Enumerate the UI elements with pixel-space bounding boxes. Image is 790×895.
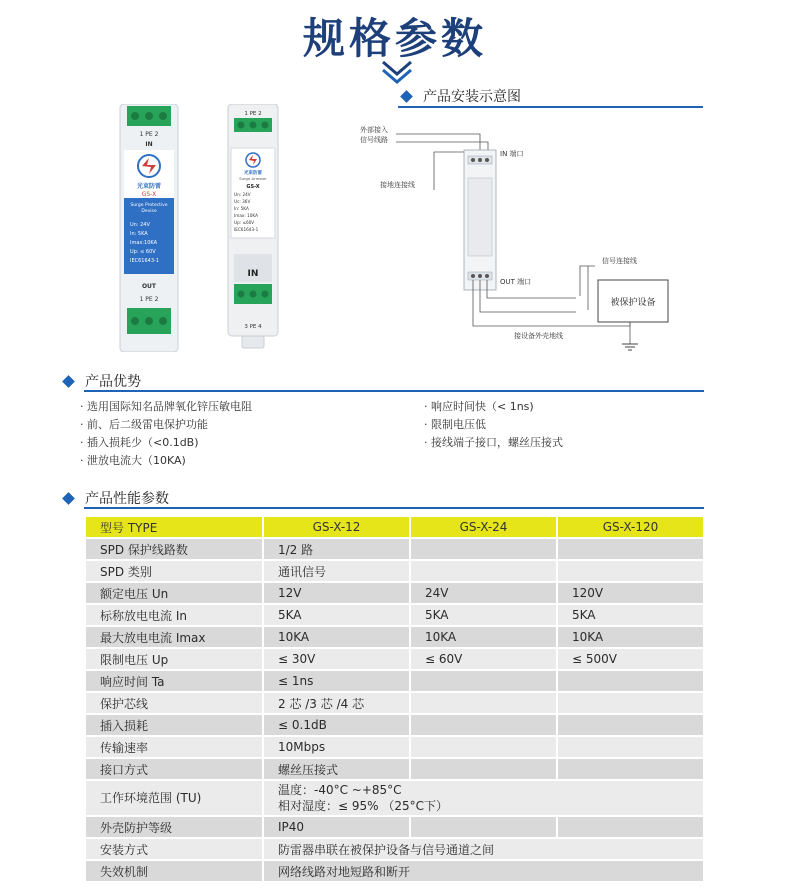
cell-value: 防雷器串联在被保护设备与信号通道之间 <box>263 838 704 860</box>
row-label: SPD 保护线路数 <box>85 538 263 560</box>
cell-value: 10KA <box>410 626 557 648</box>
cell-value <box>557 816 704 838</box>
cell-value: 12V <box>263 582 410 604</box>
row-label: 最大放电电流 Imax <box>85 626 263 648</box>
label-protected-device: 被保护设备 <box>610 298 656 308</box>
column-header: GS-X-12 <box>263 516 410 538</box>
cell-value <box>410 692 557 714</box>
cell-value: ≤ 1ns <box>263 670 410 692</box>
cell-value: 5KA <box>410 604 557 626</box>
performance-divider <box>84 507 704 509</box>
diamond-icon <box>62 492 75 505</box>
side-in-label: IN <box>247 269 259 279</box>
side-brand: 光束防雷 <box>244 171 262 176</box>
front-terminal-top: 1 PE 2 <box>139 131 159 138</box>
advantage-item: · 前、后二级雷电保护功能 <box>80 418 208 431</box>
device-side-image <box>226 104 280 354</box>
cell-value <box>410 538 557 560</box>
advantages-left-list <box>80 398 252 470</box>
cell-value: 120V <box>557 582 704 604</box>
cell-value: 螺丝压接式 <box>263 758 410 780</box>
front-spec-4: Up: ≤ 60V <box>130 249 156 255</box>
cell-value <box>557 692 704 714</box>
side-spec-3: In: 5KA <box>234 206 249 211</box>
cell-value: 10KA <box>557 626 704 648</box>
front-spec-2: In: 5KA <box>130 231 148 237</box>
row-label: 失效机制 <box>85 860 263 882</box>
chevron-down-icon <box>380 58 414 84</box>
front-desc-2: Devise <box>141 209 157 214</box>
row-label: 安装方式 <box>85 838 263 860</box>
front-brand: 光束防雷 <box>136 183 162 190</box>
row-label: 接口方式 <box>85 758 263 780</box>
front-out-label: OUT <box>141 283 157 290</box>
cell-value: ≤ 0.1dB <box>263 714 410 736</box>
row-label: SPD 类别 <box>85 560 263 582</box>
cell-value <box>410 714 557 736</box>
front-spec-5: IEC61643-1 <box>130 258 160 264</box>
cell-value: 1/2 路 <box>263 538 410 560</box>
row-label: 工作环境范围 (TU) <box>85 780 263 816</box>
spec-table <box>84 515 705 883</box>
advantage-item: · 响应时间快（< 1ns) <box>424 400 534 413</box>
cell-value: 通讯信号 <box>263 560 410 582</box>
front-terminal-bottom: 1 PE 2 <box>139 296 159 303</box>
label-external-access-1: 外部接入 <box>360 126 388 134</box>
table-row <box>85 582 704 604</box>
side-spec-5: Up: ≤60V <box>234 220 255 225</box>
row-label: 标称放电电流 In <box>85 604 263 626</box>
table-row <box>85 838 704 860</box>
label-signal-wire: 信号连接线 <box>602 257 637 265</box>
cell-value <box>557 758 704 780</box>
cell-value: 网络线路对地短路和断开 <box>263 860 704 882</box>
cell-value <box>410 758 557 780</box>
table-row <box>85 648 704 670</box>
table-row <box>85 758 704 780</box>
cell-value <box>557 736 704 758</box>
label-ground-wire: 接地连接线 <box>380 181 415 189</box>
front-spec-1: Un: 24V <box>130 222 150 228</box>
row-label: 额定电压 Un <box>85 582 263 604</box>
spec-header-row <box>85 516 704 538</box>
table-row <box>85 670 704 692</box>
install-heading-label: 产品安装示意图 <box>423 89 521 105</box>
cell-value: 10Mbps <box>263 736 410 758</box>
side-spec-2: Uc: 36V <box>234 199 251 204</box>
table-row <box>85 736 704 758</box>
cell-value: ≤ 30V <box>263 648 410 670</box>
cell-value <box>557 670 704 692</box>
row-label: 保护芯线 <box>85 692 263 714</box>
cell-value <box>410 560 557 582</box>
table-row <box>85 860 704 882</box>
cell-value: 5KA <box>557 604 704 626</box>
row-label: 传输速率 <box>85 736 263 758</box>
install-heading <box>402 86 521 106</box>
advantages-heading <box>64 371 141 391</box>
row-label: 外壳防护等级 <box>85 816 263 838</box>
advantage-item: · 选用国际知名品牌氧化锌压敏电阻 <box>80 400 252 413</box>
cell-value <box>410 816 557 838</box>
table-row <box>85 560 704 582</box>
front-model: GS-X <box>141 191 157 198</box>
advantages-right-list <box>424 398 563 452</box>
cell-value-multiline <box>263 780 704 816</box>
table-row <box>85 692 704 714</box>
cell-value: 10KA <box>263 626 410 648</box>
table-row <box>85 816 704 838</box>
cell-value <box>557 714 704 736</box>
front-desc-1: Surge Protective <box>130 203 168 208</box>
side-spec-6: IEC61643-1 <box>234 227 259 232</box>
row-label: 插入损耗 <box>85 714 263 736</box>
table-row <box>85 626 704 648</box>
cell-value <box>410 736 557 758</box>
cell-value: 5KA <box>263 604 410 626</box>
label-enclosure-ground: 接设备外壳地线 <box>514 332 563 340</box>
humidity-range: 相对湿度：≤ 95% （25°C下） <box>278 799 449 813</box>
side-terminal-bottom: 3 PE 4 <box>244 324 262 330</box>
diamond-icon <box>400 90 413 103</box>
cell-value: ≤ 500V <box>557 648 704 670</box>
advantage-item: · 接线端子接口，螺丝压接式 <box>424 436 563 449</box>
table-row <box>85 780 704 816</box>
diamond-icon <box>62 375 75 388</box>
table-row <box>85 604 704 626</box>
device-front-image <box>118 104 180 352</box>
row-label: 限制电压 Up <box>85 648 263 670</box>
column-header: GS-X-120 <box>557 516 704 538</box>
front-spec-3: Imax:10KA <box>130 240 158 246</box>
install-divider <box>398 106 703 108</box>
side-spec-1: Un: 24V <box>234 192 251 197</box>
advantage-item: · 插入损耗少（<0.1dB) <box>80 436 199 449</box>
table-row <box>85 714 704 736</box>
cell-value: 2 芯 /3 芯 /4 芯 <box>263 692 410 714</box>
label-out-port: OUT 端口 <box>500 278 532 286</box>
label-in-port: IN 端口 <box>500 150 524 158</box>
advantage-item: · 泄放电流大（10KA) <box>80 454 186 467</box>
advantages-divider <box>84 390 704 392</box>
side-spec-4: Imax: 10KA <box>234 213 258 218</box>
cell-value: IP40 <box>263 816 410 838</box>
advantage-item: · 限制电压低 <box>424 418 486 431</box>
advantages-heading-label: 产品优势 <box>85 374 141 390</box>
cell-value <box>557 538 704 560</box>
side-model: GS-X <box>246 184 260 190</box>
install-diagram <box>340 112 670 357</box>
cell-value <box>410 670 557 692</box>
column-header: GS-X-24 <box>410 516 557 538</box>
column-header: 型号 TYPE <box>85 516 263 538</box>
cell-value <box>557 560 704 582</box>
side-desc: Surge Arrester <box>239 176 267 181</box>
temperature-range: 温度：-40°C ~+85°C <box>278 783 402 797</box>
cell-value: ≤ 60V <box>410 648 557 670</box>
label-external-access-2: 信号线路 <box>360 136 388 144</box>
performance-heading-label: 产品性能参数 <box>85 491 169 507</box>
front-in-label: IN <box>145 141 153 148</box>
page-title: 规格参数 <box>302 14 487 63</box>
side-terminal-top: 1 PE 2 <box>244 111 262 117</box>
performance-heading <box>64 488 169 508</box>
row-label: 响应时间 Ta <box>85 670 263 692</box>
table-row <box>85 538 704 560</box>
cell-value: 24V <box>410 582 557 604</box>
